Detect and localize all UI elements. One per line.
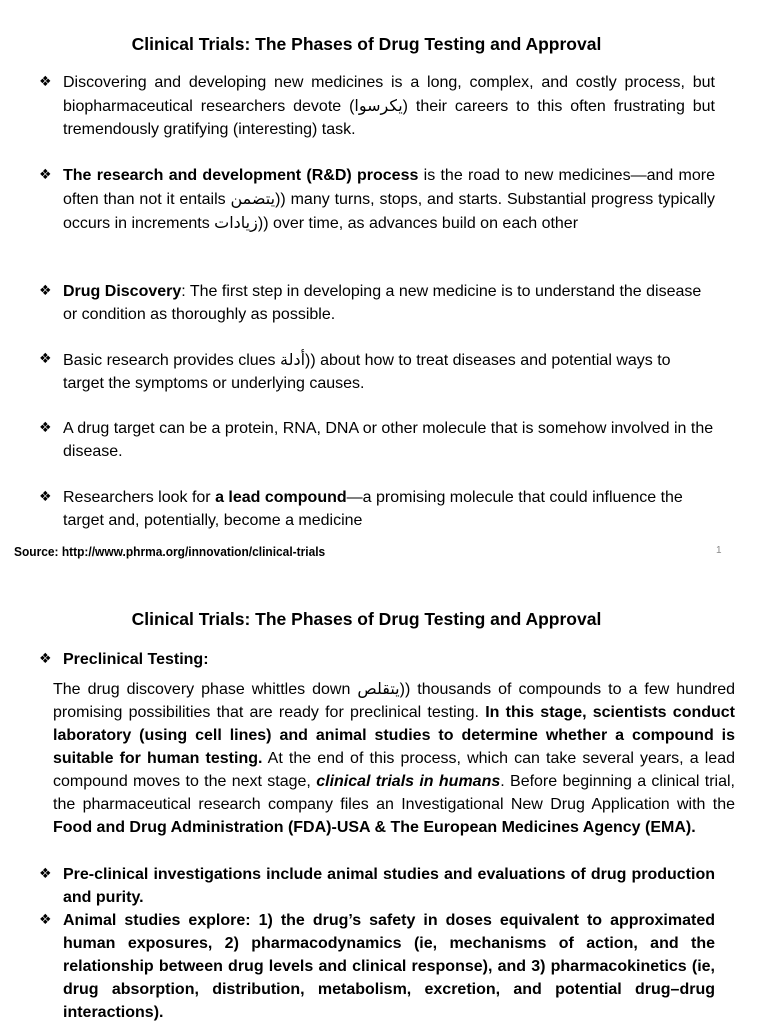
diamond-bullet-icon: ❖ [39, 419, 52, 435]
diamond-bullet-icon: ❖ [39, 650, 52, 666]
diamond-bullet-icon: ❖ [39, 282, 52, 298]
slide-2-title: Clinical Trials: The Phases of Drug Testing and Approval [131, 609, 602, 629]
diamond-bullet-icon: ❖ [39, 865, 52, 881]
bullet-drug-discovery: ❖ Drug Discovery: The first step in developing a new medicine is to understand the disease or condition as thoroughly as possible. [39, 282, 702, 323]
bullet-rnd-process: ❖ The research and development (R&D) process is the road to new medicines—and more often than not it entails يتضمن)) many turns, stops, and starts. Substantial progress typically occurs in increments زيادات)) over time, as advances build on each other [39, 166, 716, 232]
diamond-bullet-icon: ❖ [39, 350, 52, 366]
bullet-lead-compound: ❖ Researchers look for a lead compound—a promising molecule that could influence the target and, potentially, become a medicine [39, 488, 683, 529]
bullet-discovering: ❖ Discovering and developing new medicines is a long, complex, and costly process, but biopharmaceutical researchers devote (يكرسوا) their careers to this often frustrating but tremendously gratifying (interesting) task. [39, 73, 716, 138]
slide-2 [0, 575, 768, 1024]
diamond-bullet-icon: ❖ [39, 911, 52, 927]
bullet-basic-research: ❖ Basic research provides clues أدلة)) about how to treat diseases and potential ways to target the symptoms or underlying causes. [39, 350, 671, 392]
source-citation: Source: http://www.phrma.org/innovation/clinical-trials [14, 544, 326, 559]
page-number: 1 [716, 545, 722, 556]
bullet-drug-target: ❖ A drug target can be a protein, RNA, DNA or other molecule that is somehow involved in the disease. [39, 419, 714, 460]
slide-1-title: Clinical Trials: The Phases of Drug Testing and Approval [131, 34, 602, 54]
bullet-preclinical-investigations: ❖ Pre-clinical investigations include animal studies and evaluations of drug production and purity. [39, 865, 715, 906]
bullet-preclinical-heading: ❖ Preclinical Testing: [39, 650, 209, 668]
diamond-bullet-icon: ❖ [39, 488, 52, 504]
bullet-animal-studies: ❖ Animal studies explore: 1) the drug’s safety in doses equivalent to approximated human exposures, 2) pharmacodynamics (ie, mechanisms of action, and the relationship between drug levels and clinical response), and 3) pharmacokinetics (ie, drug absorption, distribution, metabolism, excretion, and potential drug–drug interactions). [39, 911, 715, 1021]
diamond-bullet-icon: ❖ [39, 73, 52, 89]
preclinical-paragraph: The drug discovery phase whittles down يتقلص)) thousands of compounds to a few hundred promising possibilities that are ready for preclinical testing. In this stage, scientists conduct laboratory (using cell lines) and animal studies to determine whether a compound is suitable for human testing. At the end of this process, which can take several years, a lead compound moves to the next stage, clinical trials in humans. Before beginning a clinical trial, the pharmaceutical research company files an Investigational New Drug Application with the Food and Drug Administration (FDA)-USA & The European Medicines Agency (EMA). [53, 679, 736, 836]
diamond-bullet-icon: ❖ [39, 166, 52, 182]
